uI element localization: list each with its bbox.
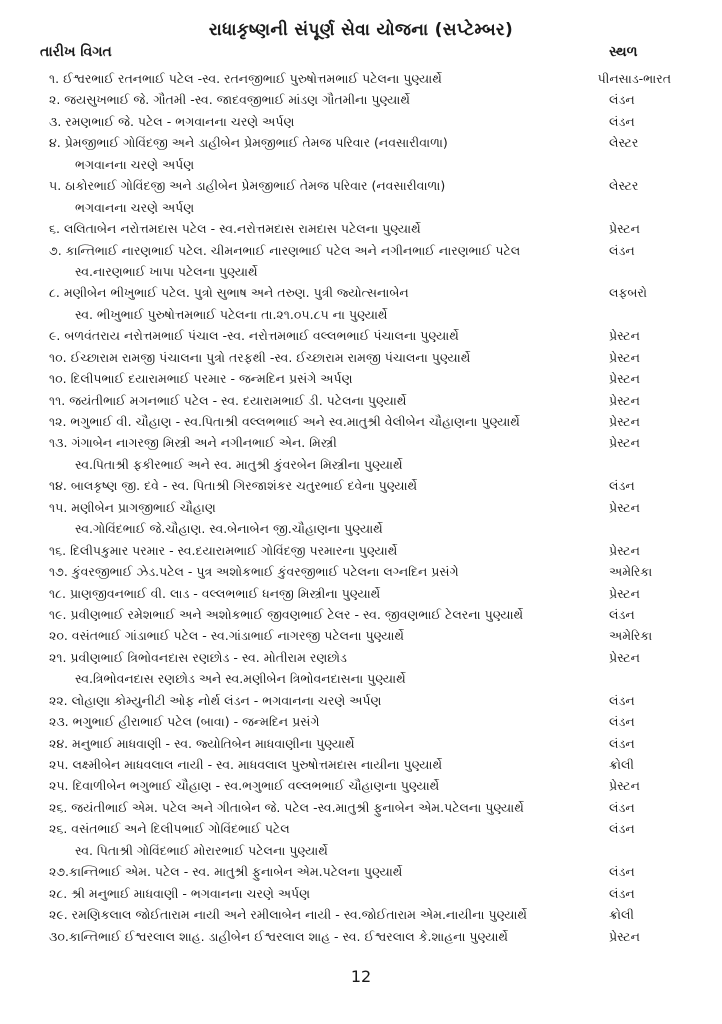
entry-place: લંડન [609,714,635,730]
entry-text-continued: સ્વ.પિતાશ્રી ફકીરભાઈ અને સ્વ. માતુશ્રી કુંવરબેન મિસ્ત્રીના પુણ્યાર્થે [75,456,403,472]
entry-text: ૨૯. રમણિકલાલ જોઈતારામ નાયી અને રમીલાબેન નાયી - સ્વ.જોઈતારામ એમ.નાયીના પુણ્યાર્થે [49,907,527,923]
entry-text: ૫. ઠાકોરભાઈ ગોવિંદજી અને ડાહીબેન પ્રેમજીભાઈ તેમજ પરિવાર (નવસારીવાળા) [49,178,446,194]
list-item [49,797,669,818]
entry-text: ૩. રમણભાઈ જે. પટેલ - ભગવાનના ચરણે અર્પણ [49,113,295,129]
entry-place: લેસ્ટર [609,178,639,194]
entry-text: ૨. જયસુખભાઈ જે. ગૌતમી -સ્વ. જાદવજીભાઈ માંડણ ગૌતમીના પુણ્યાર્થે [49,92,410,108]
list-item [49,175,669,218]
entry-text: ૪. પ્રેમજીભાઈ ગોવિંદજી અને ડાહીબેન પ્રેમજીભાઈ તેમજ પરિવાર (નવસારીવાળા) [49,135,448,151]
list-item [49,240,669,283]
entry-text-continued: સ્વ. ભીખુભાઈ પુરુષોત્તમભાઈ પટેલના તા.૨૧.૦૫.૮૫ ના પુણ્યાર્થે [75,306,388,322]
entry-list [49,68,669,947]
entry-place: લંડન [609,113,635,129]
entry-place: લફબરો [609,285,648,301]
entry-text: ૯. બળવંતરાય નરોત્તમભાઈ પંચાલ -સ્વ. નરોત્તમભાઈ વલ્લભભાઈ પંચાલના પુણ્યાર્થે [49,328,459,344]
entry-text: ૧૨. ભગુભાઈ વી. ચૌહાણ - સ્વ.પિતાશ્રી વલ્લભભાઈ અને સ્વ.માતુશ્રી વેલીબેન ચૌહાણના પુણ્યાર્થે [49,414,520,429]
list-item [49,883,669,904]
list-item [49,325,669,346]
entry-text: ૧૪. બાલકૃષ્ણ જી. દવે - સ્વ. પિતાશ્રી ગિરજાશંકર ચતુરભાઈ દવેના પુણ્યાર્થે [49,478,418,494]
entry-text: ૧૫. મણીબેન પ્રાગજીભાઈ ચૌહાણ [49,499,216,515]
entry-text: ૧. ઈશ્વરભાઈ રતનભાઈ પટેલ -સ્વ. રતનજીભાઈ પુરુષોત્તમભાઈ પટેલના પુણ્યાર્થે [49,71,442,86]
entry-text-continued: સ્વ.નારણભાઈ ખાપા પટેલના પુણ્યાર્થે [75,263,258,279]
entry-text: ૨૦. વસંતભાઈ ગાંડાભાઈ પટેલ - સ્વ.ગાંડાભાઈ નાગરજી પટેલના પુણ્યાર્થે [49,628,405,644]
entry-text: ૬. લલિતાબેન નરોત્તમદાસ પટેલ - સ્વ.નરોત્તમદાસ રામદાસ પટેલના પુણ્યાર્થે [49,221,421,237]
entry-text: ૨૫. લક્ષ્મીબેન માધવલાલ નાયી - સ્વ. માધવલાલ પુરુષોત્તમદાસ નાયીના પુણ્યાર્થે [49,757,443,772]
entry-place: લંડન [609,606,635,622]
entry-place: પ્રેસ્ટન [609,392,640,408]
list-item [49,89,669,110]
list-item [49,432,669,475]
entry-place: લેસ્ટર [609,135,639,151]
entry-place: અમેરિકા [609,628,653,644]
entry-place: ક્રોલી [609,907,634,923]
list-item [49,690,669,711]
list-item [49,111,669,132]
entry-text: ૧૭. કુંવરજીભાઈ ઝેડ.પટેલ - પુત્ર અશોકભાઈ કુંવરજીભાઈ પટેલના લગ્નદિન પ્રસંગે [49,564,459,580]
entry-text-continued: સ્વ. પિતાશ્રી ગોવિંદભાઈ મોરારભાઈ પટેલના પુણ્યાર્થે [75,842,328,858]
entry-place: પ્રેસ્ટન [609,435,640,451]
entry-text: ૨૫. દિવાળીબેન ભગુભાઈ ચૌહાણ - સ્વ.ભગુભાઈ વલ્લભભાઈ ચૌહાણના પુણ્યાર્થે [49,778,440,794]
entry-text: ૨૧. પ્રવીણભાઈ ત્રિભોવનદાસ રણછોડ - સ્વ. મોતીરામ રણછોડ [49,649,347,665]
list-item [49,497,669,540]
entry-text: ૧૩. ગંગાબેન નાગરજી મિસ્ત્રી અને નગીનભાઈ એન. મિસ્ત્રી [49,435,337,451]
entry-place: પીનસાડ-ભારત [597,71,671,86]
page-number: 12 [350,967,372,986]
entry-place: લંડન [609,478,635,494]
list-item [49,711,669,732]
entry-place: પ્રેસ્ટન [609,414,640,429]
entry-text-continued: સ્વ.ગોવિંદભાઈ જે.ચૌહાણ. સ્વ.બેનાબેન જી.ચૌહાણના પુણ્યાર્થે [75,521,383,537]
entry-place: પ્રેસ્ટન [609,349,640,365]
list-item [49,604,669,625]
list-item [49,861,669,882]
list-item [49,647,669,690]
entry-text: ૩૦.કાન્તિભાઈ ઈશ્વરલાલ શાહ. ડાહીબેન ઈશ્વરલાલ શાહ - સ્વ. ઈશ્વરલાલ કે.શાહના પુણ્યાર્થે [49,928,508,944]
list-item [49,904,669,925]
list-item [49,926,669,947]
entry-text: ૭. કાન્તિભાઈ નારણભાઈ પટેલ. ચીમનભાઈ નારણભાઈ પટેલ અને નગીનભાઈ નારણભાઈ પટેલ [49,242,521,258]
entry-text: ૧૯. પ્રવીણભાઈ રમેશભાઈ અને અશોકભાઈ જીવણભાઈ ટેલર - સ્વ. જીવણભાઈ ટેલરના પુણ્યાર્થે [49,606,524,622]
entry-text: ૧૦. ઈચ્છારામ રામજી પંચાલના પુત્રો તરફથી -સ્વ. ઈચ્છારામ રામજી પંચાલના પુણ્યાર્થે [49,349,471,365]
entry-text: ૨૭.કાન્તિભાઈ એમ. પટેલ - સ્વ. માતુશ્રી ફુનાબેન એમ.પટેલના પુણ્યાર્થે [49,864,403,880]
entry-text: ૮. મણીબેન ભીખુભાઈ પટેલ. પુત્રો સુભાષ અને તરુણ. પુત્રી જ્યોત્સનાબેન [49,285,409,301]
entry-place: પ્રેસ્ટન [609,371,640,387]
entry-place: લંડન [609,92,635,108]
list-item [49,411,669,432]
entry-place: પ્રેસ્ટન [609,499,640,515]
list-item [49,218,669,239]
entry-place: લંડન [609,821,635,837]
entry-text: ૨૬. જયંતીભાઈ એમ. પટેલ અને ગીતાબેન જે. પટેલ -સ્વ.માતુશ્રી ફુનાબેન એમ.પટેલના પુણ્યાર્થે [49,799,524,815]
entry-place: અમેરિકા [609,564,653,580]
list-item [49,347,669,368]
entry-place: પ્રેસ્ટન [609,928,640,944]
entry-place: પ્રેસ્ટન [609,778,640,794]
list-item [49,368,669,389]
entry-place: લંડન [609,242,635,258]
list-item [49,625,669,646]
entry-text: ૧૦. દિલીપભાઈ દયારામભાઈ પરમાર - જન્મદિન પ્રસંગે અર્પણ [49,371,353,387]
entry-place: પ્રેસ્ટન [609,542,640,558]
list-item [49,132,669,175]
entry-place: લંડન [609,885,635,901]
list-item [49,818,669,861]
entry-text: ૨૨. લોહાણા કોમ્યુનીટી ઓફ નોર્થ લંડન - ભગવાનના ચરણે અર્પણ [49,692,382,708]
entry-text-continued: સ્વ.ત્રિભોવનદાસ રણછોડ અને સ્વ.મણીબેન ત્રિભોવનદાસના પુણ્યાર્થે [75,671,406,687]
entry-place: લંડન [609,799,635,815]
list-item [49,540,669,561]
page-title: રાધાકૃષ્ણની સંપૂર્ણ સેવા યોજના (સપ્ટેમ્બર) [208,20,514,40]
entry-text-continued: ભગવાનના ચરણે અર્પણ [75,156,195,172]
entry-text: ૨૪. મનુભાઈ માધવાણી - સ્વ. જ્યોતિબેન માધવાણીના પુણ્યાર્થે [49,735,355,751]
entry-text: ૨૩. ભગુભાઈ હીરાભાઈ પટેલ (બાવા) - જન્મદિન પ્રસંગે [49,714,320,730]
column-header-place: સ્થળ [609,44,638,60]
list-item [49,68,669,89]
entry-text: ૨૬. વસંતભાઈ અને દિલીપભાઈ ગોવિંદભાઈ પટેલ [49,821,290,837]
list-item [49,561,669,582]
list-item [49,733,669,754]
list-item [49,754,669,775]
entry-text: ૨૮. શ્રી મનુભાઈ માધવાણી - ભગવાનના ચરણે અર્પણ [49,885,311,901]
entry-place: પ્રેસ્ટન [609,328,640,344]
entry-place: ક્રોલી [609,757,634,772]
entry-text: ૧૧. જયંતીભાઈ મગનભાઈ પટેલ - સ્વ. દયારામભાઈ ડી. પટેલના પુણ્યાર્થે [49,392,407,408]
entry-text: ૧૮. પ્રાણજીવનભાઈ વી. લાડ - વલ્લભભાઈ ધનજી મિસ્ત્રીના પુણ્યાર્થે [49,585,381,601]
entry-place: પ્રેસ્ટન [609,649,640,665]
entry-place: લંડન [609,864,635,880]
list-item [49,775,669,796]
list-item [49,282,669,325]
entry-text: ૧૬. દિલીપકુમાર પરમાર - સ્વ.દયારામભાઈ ગોવિંદજી પરમારના પુણ્યાર્થે [49,542,398,558]
column-header-date-details: તારીખ વિગત [40,44,112,60]
list-item [49,475,669,496]
list-item [49,583,669,604]
entry-place: પ્રેસ્ટન [609,585,640,601]
list-item [49,390,669,411]
entry-text-continued: ભગવાનના ચરણે અર્પણ [75,199,195,215]
entry-place: લંડન [609,692,635,708]
entry-place: પ્રેસ્ટન [609,221,640,237]
entry-place: લંડન [609,735,635,751]
